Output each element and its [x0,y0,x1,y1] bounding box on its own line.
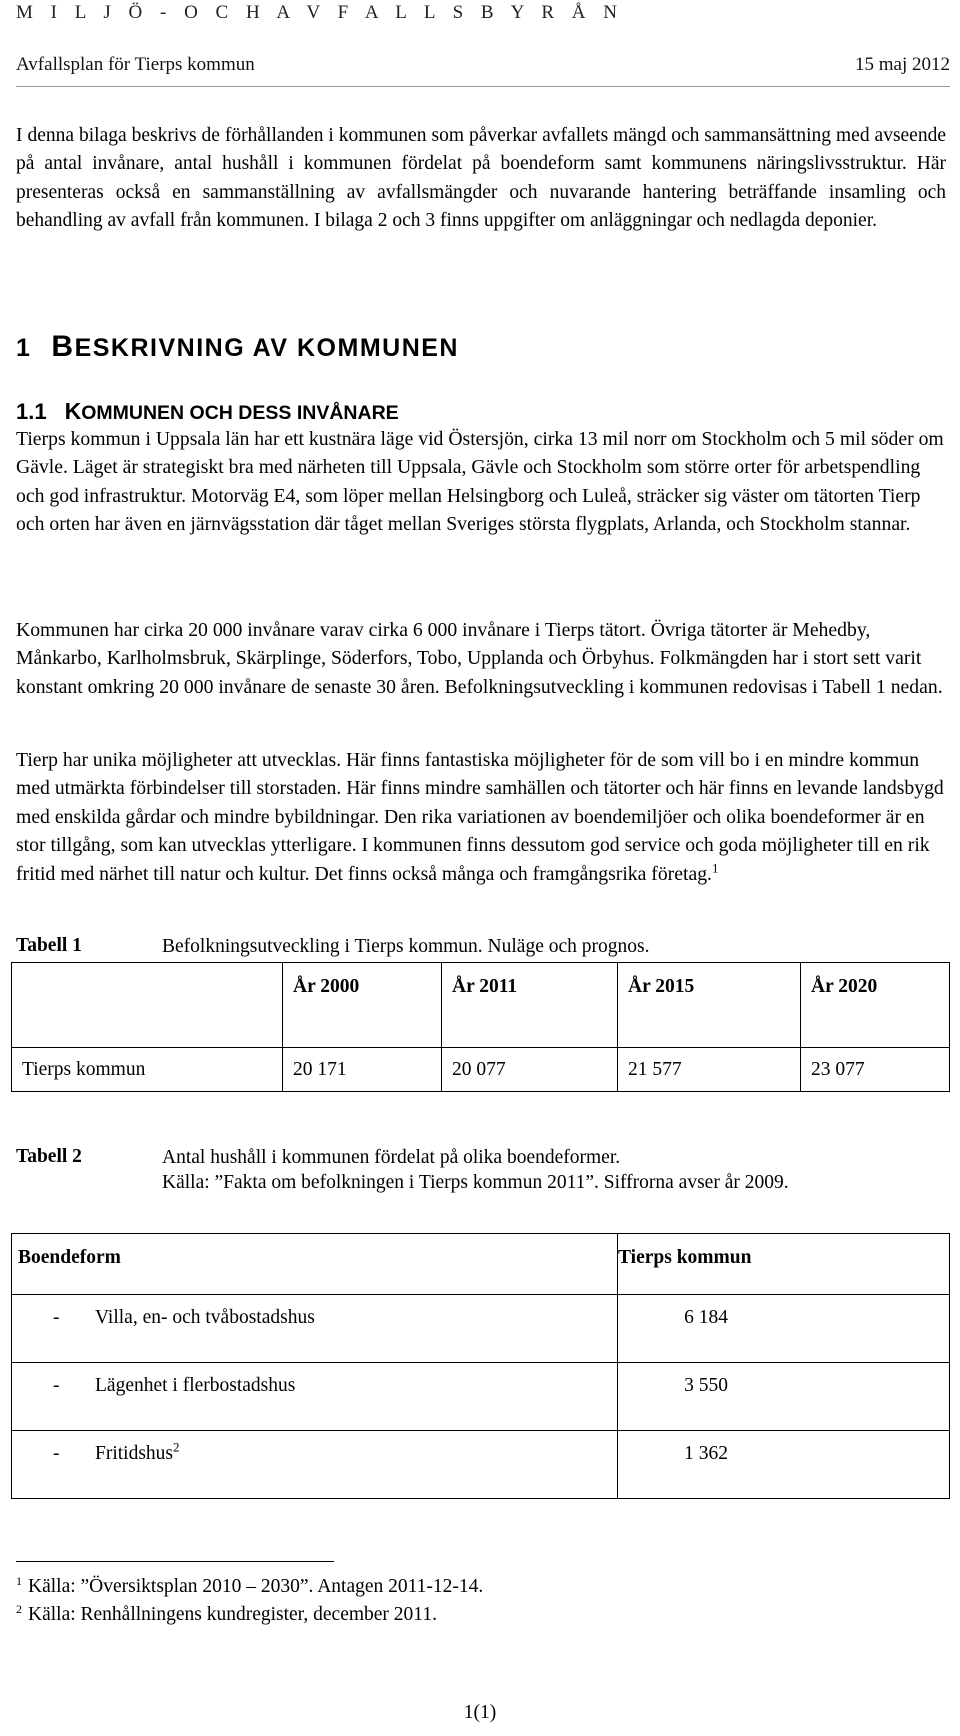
table-header-cell: År 2020 [801,963,950,1048]
paragraph-opportunities [16,746,946,888]
list-dash: - [53,1375,60,1396]
footnote-divider [16,1561,334,1562]
footnote-ref: 2 [173,1439,180,1455]
table-header-cell [618,1234,950,1295]
subsection-number: 1.1 [16,399,47,424]
list-dash: - [53,1443,60,1464]
table-header-cell: År 2011 [442,963,618,1048]
households-table [11,1233,950,1499]
section-title-initial: B [51,330,75,363]
row-value: 3 550 [684,1375,728,1396]
table-row [12,1431,950,1499]
footnote-number: 2 [16,1601,22,1616]
footnote-text: Källa: ”Översiktsplan 2010 – 2030”. Antagen 2011-12-14. [28,1576,484,1597]
table-row [12,1363,950,1431]
footnote-ref: 1 [711,860,719,876]
paragraph-opportunities-text: Tierp har unika möjligheter att utvecklas. Här finns fantastiska möjligheter för de som vill bo i en mindre kommun med utmärkta förbindelser till storstaden. Här finns mindre samhällen och tätorter och här finns en levande landsbygd med enskilda gårdar och mindre bybildningar. Den rika variationen av boendemiljöer och olika boendeformer är en stor tillgång, som kan utvecklas ytterligare. I kommunen finns dessutom god service och goda möjligheter till en rik fritid med närhet till natur och kultur. Det finns också många och framgångsrika företag. [16,749,944,885]
header-date: 15 maj 2012 [855,54,950,75]
subsection-title-initial: K [64,398,82,424]
header-organization: M I L J Ö - O C H A V F A L L S B Y R Å N [16,2,624,23]
table-cell [12,1295,618,1363]
list-dash: - [53,1307,60,1328]
footnote [16,1573,484,1598]
table-cell [618,1295,950,1363]
paragraph-population: Kommunen har cirka 20 000 invånare varav cirka 6 000 invånare i Tierps tätort. Övriga tätorter är Mehedby, Månkarbo, Karlholmsbruk, Skärplinge, Söderfors, Tobo, Upplanda och Örbyhus. Folkmängden har i stort sett varit konstant omkring 20 000 invånare de senaste 30 åren. Befolkningsutveckling i kommunen redovisas i Tabell 1 nedan. [16,619,943,698]
section-heading-1-1 [16,398,399,425]
table-header-cell: År 2015 [618,963,801,1048]
paragraph-location: Tierps kommun i Uppsala län har ett kustnära läge vid Östersjön, cirka 13 mil norr om Stockholm och 5 mil söder om Gävle. Läget är strategiskt bra med närheten till Uppsala, Gävle och Stockholm som större orter för arbetspendling och god infrastruktur. Motorväg E4, som löper mellan Helsingborg och Luleå, sträcker sig väster om tätorten Tierp och orten har även en järnvägsstation där tåget mellan Sveriges största flygplats, Arlanda, och Stockholm stannar. [16,428,944,536]
table-header-row [12,1234,950,1295]
table-cell [618,1431,950,1499]
table-header-cell: År 2000 [283,963,442,1048]
row-value: 1 362 [684,1443,728,1464]
footnote-text: Källa: Renhållningens kundregister, december 2011. [28,1604,437,1625]
footnote [16,1601,437,1626]
table2-label: Tabell 2 [16,1146,82,1167]
subsection-title-rest: OMMUNEN OCH DESS INVÅNARE [81,402,399,424]
intro-paragraph: I denna bilaga beskrivs de förhållanden i kommunen som påverkar avfallets mängd och sammansättning med avseende på antal invånare, antal hushåll i kommunen fördelat på boendeform samt kommunens näringslivsstruktur. Här presenteras också en sammanställning av avfallsmängder och nuvarande hantering beträffande insamling och behandling av avfall från kommunen. I bilaga 2 och 3 finns uppgifter om anläggningar och nedlagda deponier. [16,125,946,231]
table2-caption [162,1146,922,1195]
section-number: 1 [16,334,32,362]
table-cell [12,1431,618,1499]
table2-caption-line2: Källa: ”Fakta om befolkningen i Tierps kommun 2011”. Siffrorna avser år 2009. [162,1171,789,1193]
table-header-row [12,963,950,1048]
table-cell: 21 577 [618,1048,801,1092]
page-number: 1(1) [463,1702,497,1723]
table-header-cell: Boendeform [12,1234,618,1295]
row-label: Fritidshus [95,1443,174,1464]
table-cell: 23 077 [801,1048,950,1092]
row-value: 6 184 [684,1307,728,1328]
header-document-title: Avfallsplan för Tierps kommun [16,54,255,75]
table-row [12,1295,950,1363]
table-cell: 20 171 [283,1048,442,1092]
table1-caption: Befolkningsutveckling i Tierps kommun. Nuläge och prognos. [162,936,650,957]
table-header-cell [12,963,283,1048]
table-cell: Tierps kommun [12,1048,283,1092]
table-row [12,1048,950,1092]
footnote-number: 1 [16,1573,22,1588]
row-label: Lägenhet i flerbostadshus [95,1375,296,1396]
section-title-rest: ESKRIVNING AV KOMMUNEN [74,334,459,362]
row-label: Villa, en- och tvåbostadshus [95,1307,315,1328]
population-table [11,962,950,1092]
table-header-value: Tierps kommun [618,1247,752,1268]
table-cell: 20 077 [442,1048,618,1092]
header-divider [16,86,950,87]
table-cell [618,1363,950,1431]
section-heading-1 [16,330,459,364]
table2-caption-line1: Antal hushåll i kommunen fördelat på olika boendeformer. [162,1147,621,1168]
table1-label: Tabell 1 [16,935,82,956]
table-cell [12,1363,618,1431]
